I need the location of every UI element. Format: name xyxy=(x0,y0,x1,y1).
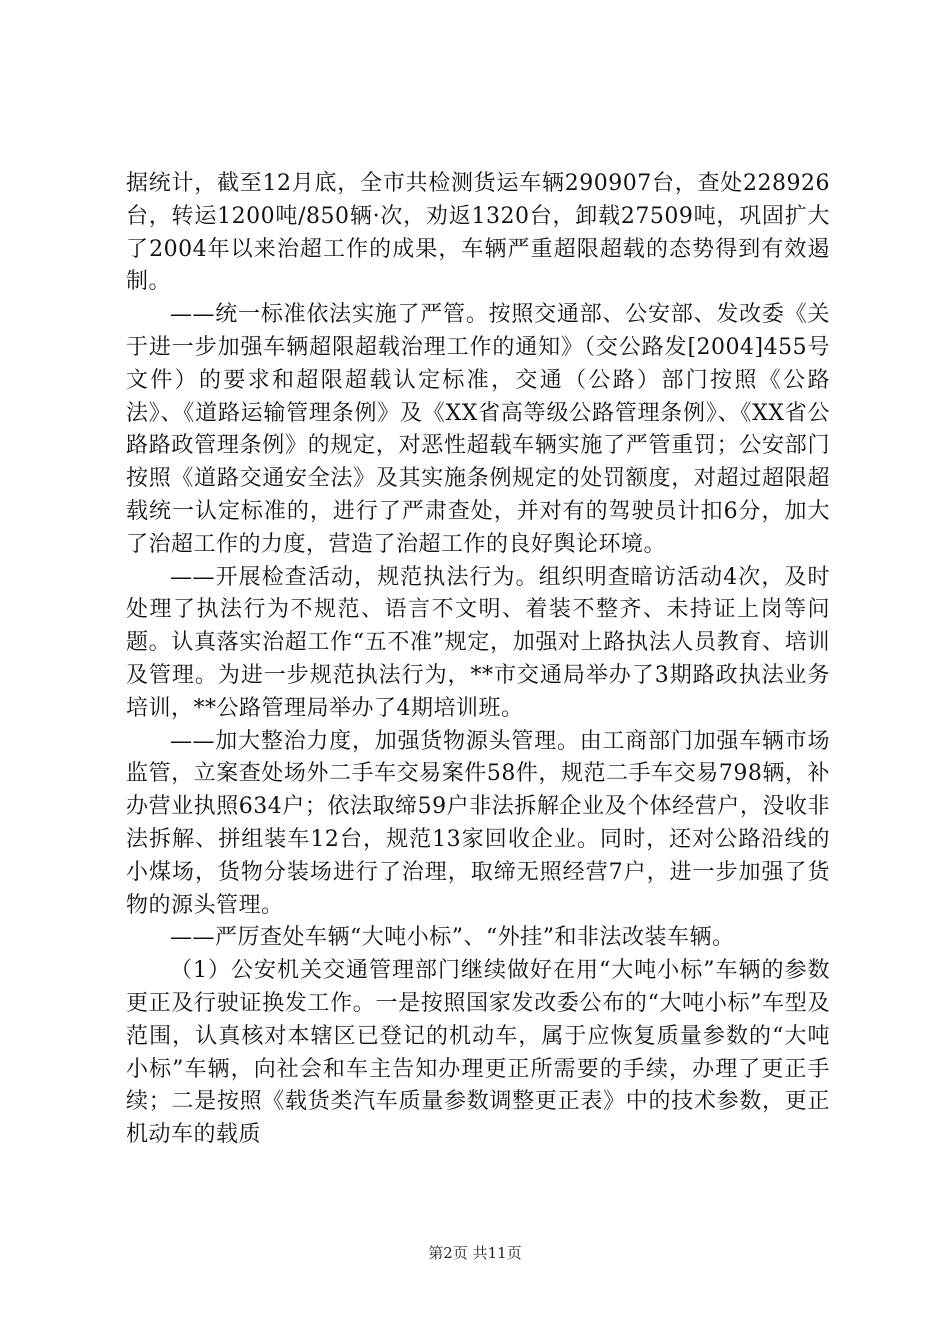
page-footer xyxy=(0,1243,950,1263)
document-body xyxy=(126,168,830,1152)
paragraph-illegal-modification: ——严厉查处车辆“大吨小标”、“外挂”和非法改装车辆。 xyxy=(170,925,735,951)
page-number-label: 第2页 共11页 xyxy=(428,1244,522,1262)
paragraph-unified-standard: ——统一标准依法实施了严管。按照交通部、公安部、发改委《关于进一步加强车辆超限超载治理工作的通知》（交公路发[2004]455号文件）的要求和超限超载认定标准，交通（公路）部门按照《公路法》、《道路运输管理条例》及《XX省高等级公路管理条例》、《XX省公路路政管理条例》的规定，对恶性超载车辆实施了严管重罚；公安部门按照《道路交通安全法》及其实施条例规定的处罚额度，对超过超限超载统一认定标准的，进行了严肃查处，并对有的驾驶员计扣6分，加大了治超工作的力度，营造了治超工作的良好舆论环境。 xyxy=(126,302,830,557)
paragraph-inspection-activities: ——开展检查活动，规范执法行为。组织明查暗访活动4次，及时处理了执法行为不规范、语言不文明、着装不整齐、未持证上岗等问题。认真落实治超工作“五不准”规定，加强对上路执法人员教育、培训及管理。为进一步规范执法行为，**市交通局举办了3期路政执法业务培训，**公路管理局举办了4期培训班。 xyxy=(126,564,830,721)
paragraph-statistics: 据统计，截至12月底，全市共检测货运车辆290907台，查处228926台，转运1200吨/850辆·次，劝返1320台，卸载27509吨，巩固扩大了2004年以来治超工作的成果，车辆严重超限超载的态势得到有效遏制。 xyxy=(126,171,830,295)
paragraph-traffic-management: （1）公安机关交通管理部门继续做好在用“大吨小标”车辆的参数更正及行驶证换发工作。一是按照国家发改委公布的“大吨小标”车型及范围，认真核对本辖区已登记的机动车，属于应恢复质量参数的“大吨小标”车辆，向社会和车主告知办理更正所需要的手续，办理了更正手续；二是按照《载货类汽车质量参数调整更正表》中的技术参数，更正机动车的载质 xyxy=(126,958,830,1148)
paragraph-source-management: ——加大整治力度，加强货物源头管理。由工商部门加强车辆市场监管，立案查处场外二手车交易案件58件，规范二手车交易798辆，补办营业执照634户；依法取缔59户非法拆解企业及个体经营户，没收非法拆解、拼组装车12台，规范13家回收企业。同时，还对公路沿线的小煤场，货物分装场进行了治理，取缔无照经营7户，进一步加强了货物的源头管理。 xyxy=(126,728,830,918)
